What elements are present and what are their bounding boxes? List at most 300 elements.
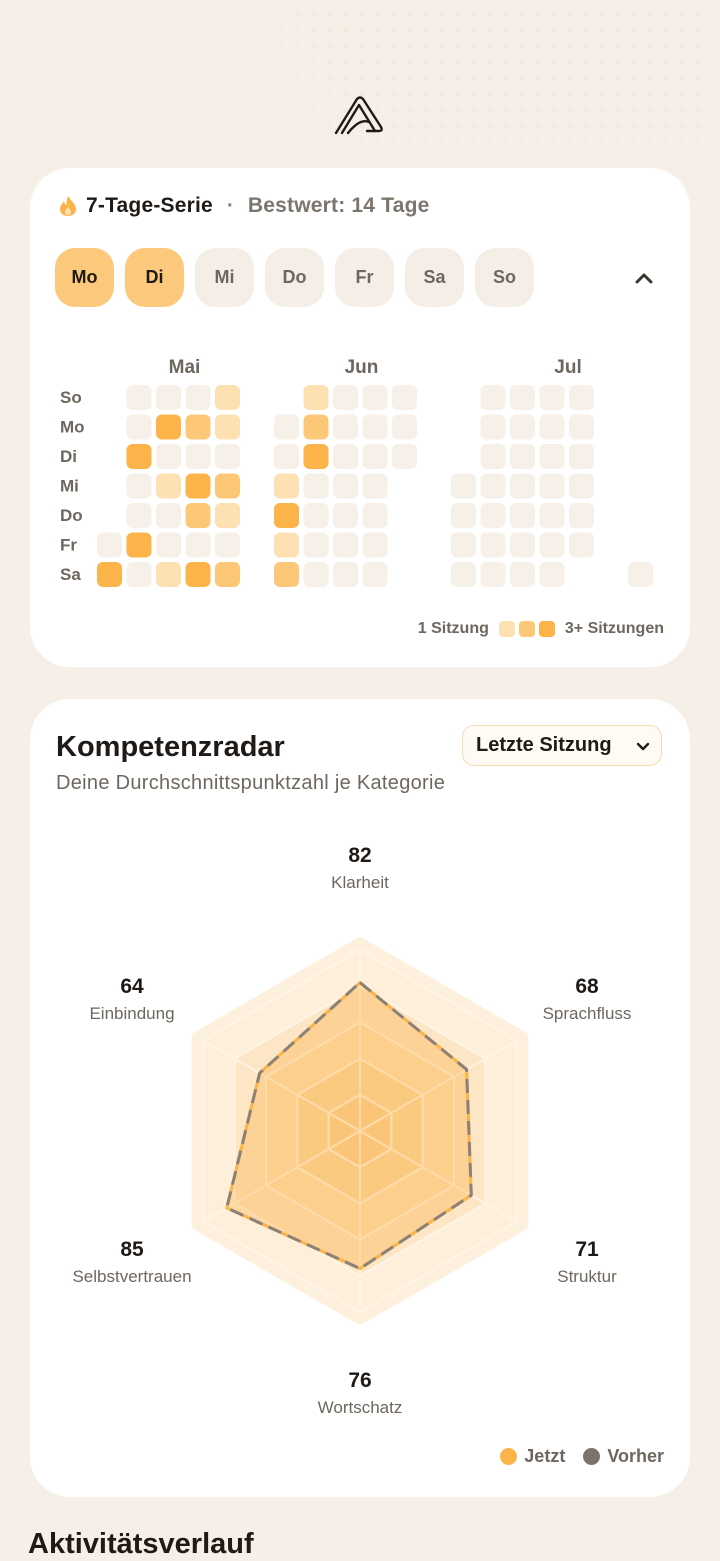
bg-dot [424, 44, 429, 49]
bg-dot [552, 140, 557, 145]
bg-dot [584, 140, 589, 145]
bg-dot [424, 60, 429, 65]
heatmap-cell [510, 562, 535, 587]
bg-dot [648, 92, 653, 97]
bg-dot [360, 44, 365, 49]
heatmap-cell [363, 533, 388, 558]
streak-title: 7-Tage-Serie [86, 194, 213, 217]
bg-dot [664, 140, 669, 145]
bg-dot [440, 92, 445, 97]
bg-dot [408, 108, 413, 113]
bg-dot [344, 156, 349, 161]
heatmap-cell [215, 562, 240, 587]
bg-dot [360, 140, 365, 145]
bg-dot [328, 28, 333, 33]
bg-dot [280, 124, 285, 129]
bg-dot [424, 76, 429, 81]
bg-dot [424, 108, 429, 113]
bg-dot [424, 156, 429, 161]
bg-dot [488, 76, 493, 81]
bg-dot [408, 60, 413, 65]
heatmap-cell [156, 385, 181, 410]
bg-dot [296, 92, 301, 97]
heatmap-cell [333, 533, 358, 558]
range-select[interactable] [462, 725, 662, 766]
bg-dot [312, 44, 317, 49]
legend-before-dot [583, 1448, 600, 1465]
heatmap-cell [451, 562, 476, 587]
heatmap-cell [510, 533, 535, 558]
bg-dot [328, 124, 333, 129]
heatmap-cell [481, 385, 506, 410]
bg-dot [280, 12, 285, 17]
bg-dot [440, 156, 445, 161]
bg-dot [536, 76, 541, 81]
bg-dot [696, 140, 701, 145]
bg-dot [472, 76, 477, 81]
bg-dot [504, 44, 509, 49]
bg-dot [504, 124, 509, 129]
heatmap-cell [156, 533, 181, 558]
bg-dot [424, 28, 429, 33]
bg-dot [504, 156, 509, 161]
bg-dot [264, 108, 269, 113]
bg-dot [568, 108, 573, 113]
heatmap-cell [363, 415, 388, 440]
bg-dot [424, 124, 429, 129]
bg-dot [616, 92, 621, 97]
bg-dot [392, 140, 397, 145]
bg-dot [392, 28, 397, 33]
bg-dot [280, 140, 285, 145]
bg-dot [616, 140, 621, 145]
bg-dot [680, 92, 685, 97]
bg-dot [488, 44, 493, 49]
bg-dot [312, 76, 317, 81]
bg-dot [296, 140, 301, 145]
heatmap-row-label: Do [60, 506, 83, 525]
bg-dot [568, 12, 573, 17]
heatmap-cell [333, 415, 358, 440]
heatmap-cell [569, 415, 594, 440]
bg-dot [648, 28, 653, 33]
day-di[interactable]: Di [125, 248, 184, 307]
bg-dot [664, 156, 669, 161]
bg-dot [664, 92, 669, 97]
bg-dot [648, 12, 653, 17]
bg-dot [344, 44, 349, 49]
bg-dot [280, 92, 285, 97]
bg-dot [280, 108, 285, 113]
bg-dot [680, 60, 685, 65]
bg-dot [440, 76, 445, 81]
bg-dot [456, 12, 461, 17]
bg-dot [616, 12, 621, 17]
heatmap-cell [481, 444, 506, 469]
heatmap-cell [186, 444, 211, 469]
bg-dot [600, 124, 605, 129]
heatmap-cell [186, 385, 211, 410]
heatmap-cell [127, 503, 152, 528]
bg-dot [664, 76, 669, 81]
legend-now-label: Jetzt [524, 1446, 566, 1466]
heatmap-cell [215, 503, 240, 528]
heatmap-cell [274, 474, 299, 499]
bg-dot [600, 76, 605, 81]
bg-dot [504, 108, 509, 113]
bg-dot [472, 44, 477, 49]
bg-dot [696, 12, 701, 17]
day-mo[interactable]: Mo [55, 248, 114, 307]
heatmap-cell [127, 385, 152, 410]
bg-dot [664, 108, 669, 113]
bg-dot [344, 60, 349, 65]
heatmap-row-label: Fr [60, 535, 77, 555]
bg-dot [488, 60, 493, 65]
heatmap-cell [186, 415, 211, 440]
bg-dot [568, 44, 573, 49]
bg-dot [520, 156, 525, 161]
bg-dot [488, 140, 493, 145]
bg-dot [472, 140, 477, 145]
flame-icon [58, 195, 78, 217]
bg-dot [680, 156, 685, 161]
weekday-selector [55, 248, 545, 307]
radar-label-klarheit: Klarheit [331, 873, 389, 892]
day-fr[interactable]: Fr [335, 248, 394, 307]
bg-dot [472, 156, 477, 161]
heatmap-cell [451, 474, 476, 499]
bg-dot [360, 28, 365, 33]
chevron-up-icon[interactable] [632, 266, 656, 290]
radar-value-wortschatz: 76 [348, 1369, 372, 1392]
bg-dot [600, 28, 605, 33]
bg-dot [456, 156, 461, 161]
bg-dot [536, 108, 541, 113]
day-do[interactable]: Do [265, 248, 324, 307]
app-logo [334, 96, 386, 136]
heatmap-cell [540, 474, 565, 499]
bg-dot [456, 108, 461, 113]
bg-dot [312, 28, 317, 33]
bg-dot [536, 156, 541, 161]
bg-dot [488, 156, 493, 161]
bg-dot [280, 44, 285, 49]
bg-dot [456, 28, 461, 33]
bg-dot [504, 76, 509, 81]
bg-dot [600, 44, 605, 49]
bg-dot [296, 60, 301, 65]
bg-dot [696, 28, 701, 33]
bg-dot [552, 124, 557, 129]
bg-dot [456, 140, 461, 145]
bg-dot [328, 12, 333, 17]
bg-dot [472, 60, 477, 65]
bg-dot [680, 12, 685, 17]
bg-dot [664, 124, 669, 129]
heatmap-cell [333, 385, 358, 410]
bg-dot [360, 12, 365, 17]
heatmap-cell [97, 562, 122, 587]
bg-dot [536, 92, 541, 97]
bg-dot [392, 44, 397, 49]
legend-before-label: Vorher [607, 1446, 664, 1466]
bg-dot [440, 124, 445, 129]
heatmap-month-label: Jun [344, 357, 379, 378]
heatmap-cell [127, 415, 152, 440]
bg-dot [520, 28, 525, 33]
bg-dot [664, 44, 669, 49]
bg-dot [488, 12, 493, 17]
bg-dot [488, 92, 493, 97]
heatmap-cell [628, 562, 653, 587]
bg-dot [264, 28, 269, 33]
bg-dot [280, 28, 285, 33]
bg-dot [600, 140, 605, 145]
bg-dot [600, 12, 605, 17]
bg-dot [408, 28, 413, 33]
streak-header [58, 194, 429, 218]
bg-dot [696, 60, 701, 65]
heatmap-cell [569, 444, 594, 469]
heatmap-cell [274, 503, 299, 528]
bg-dot [584, 76, 589, 81]
heatmap-row-label: Sa [60, 565, 81, 584]
bg-dot [296, 156, 301, 161]
bg-dot [440, 12, 445, 17]
bg-dot [296, 44, 301, 49]
heatmap-cell [274, 533, 299, 558]
bg-dot [552, 76, 557, 81]
bg-dot [424, 12, 429, 17]
radar-value-klarheit: 82 [348, 844, 372, 867]
bg-dot [568, 60, 573, 65]
heatmap-cell [481, 533, 506, 558]
bg-dot [392, 108, 397, 113]
bg-dot [520, 124, 525, 129]
bg-dot [504, 140, 509, 145]
bg-dot [440, 60, 445, 65]
bg-dot [344, 12, 349, 17]
bg-dot [696, 76, 701, 81]
heatmap-cell [127, 562, 152, 587]
bg-dot [264, 12, 269, 17]
bg-dot [520, 44, 525, 49]
bg-dot [264, 124, 269, 129]
bg-dot [536, 140, 541, 145]
bg-dot [280, 60, 285, 65]
radar-label-wortschatz: Wortschatz [317, 1398, 403, 1417]
range-select-value: Letzte Sitzung [476, 734, 612, 756]
heatmap-cell [540, 385, 565, 410]
bg-dot [648, 124, 653, 129]
heatmap-cell [392, 415, 417, 440]
heatmap-cell [510, 503, 535, 528]
activity-section-title: Aktivitätsverlauf [28, 1528, 254, 1560]
bg-dot [312, 108, 317, 113]
heatmap-cell [333, 444, 358, 469]
bg-dot [520, 92, 525, 97]
bg-dot [696, 92, 701, 97]
radar-subtitle: Deine Durchschnittspunktzahl je Kategorie [56, 772, 446, 794]
bg-dot [648, 60, 653, 65]
bg-dot [520, 60, 525, 65]
bg-dot [600, 156, 605, 161]
bg-dot [248, 12, 253, 17]
bg-dot [680, 28, 685, 33]
heatmap-cell [186, 533, 211, 558]
bg-dot [488, 124, 493, 129]
bg-dot [520, 108, 525, 113]
bg-dot [264, 60, 269, 65]
heatmap-cell [127, 474, 152, 499]
heatmap-cell [274, 444, 299, 469]
heatmap-cell [304, 474, 329, 499]
heatmap-cell [363, 562, 388, 587]
heatmap-cell [186, 503, 211, 528]
heatmap-cell [333, 562, 358, 587]
streak-card [30, 168, 690, 667]
bg-dot [472, 124, 477, 129]
bg-dot [616, 44, 621, 49]
bg-dot [472, 108, 477, 113]
heatmap-cell [186, 474, 211, 499]
bg-dot [616, 60, 621, 65]
bg-dot [456, 44, 461, 49]
heatmap-cell [481, 503, 506, 528]
bg-dot [568, 76, 573, 81]
bg-dot [248, 28, 253, 33]
legend-swatch-high [539, 621, 555, 637]
radar-label-struktur: Struktur [557, 1267, 617, 1286]
heatmap-cell [540, 562, 565, 587]
bg-dot [376, 156, 381, 161]
radar-label-sprachfluss: Sprachfluss [542, 1004, 632, 1023]
heatmap-cell [540, 533, 565, 558]
heatmap-cell [274, 415, 299, 440]
day-sa[interactable]: Sa [405, 248, 464, 307]
bg-dot [408, 12, 413, 17]
heatmap-cell [392, 385, 417, 410]
bg-dot [584, 108, 589, 113]
bg-dot [456, 60, 461, 65]
bg-dot [568, 124, 573, 129]
radar-value-einbindung: 64 [120, 975, 144, 998]
bg-dot [552, 156, 557, 161]
bg-dot [408, 124, 413, 129]
radar-card [30, 699, 690, 1497]
legend-max-label: 3+ Sitzungen [564, 620, 664, 637]
heatmap-cell [569, 385, 594, 410]
bg-dot [632, 156, 637, 161]
bg-dot [584, 44, 589, 49]
bg-dot [504, 92, 509, 97]
bg-dot [520, 12, 525, 17]
bg-dot [696, 124, 701, 129]
bg-dot [616, 76, 621, 81]
bg-dot [568, 28, 573, 33]
legend-now-dot [500, 1448, 517, 1465]
bg-dot [408, 76, 413, 81]
heatmap-cell [215, 444, 240, 469]
bg-dot [296, 108, 301, 113]
heatmap-cell [481, 415, 506, 440]
bg-dot [376, 28, 381, 33]
bg-dot [680, 44, 685, 49]
bg-dot [312, 12, 317, 17]
legend-swatch-mid [519, 621, 535, 637]
bg-dot [376, 12, 381, 17]
day-so[interactable]: So [475, 248, 534, 307]
heatmap-row-label: Mo [60, 417, 85, 437]
bg-dot [632, 28, 637, 33]
heatmap-cell [97, 533, 122, 558]
heatmap-legend [418, 620, 664, 638]
bg-dot [328, 44, 333, 49]
heatmap-cell [540, 503, 565, 528]
bg-dot [600, 108, 605, 113]
bg-dot [504, 12, 509, 17]
bg-dot [360, 60, 365, 65]
bg-dot [504, 28, 509, 33]
heatmap-cell [304, 444, 329, 469]
bg-dot [664, 60, 669, 65]
bg-dot [552, 60, 557, 65]
bg-dot [584, 12, 589, 17]
bg-dot [552, 108, 557, 113]
bg-dot [456, 76, 461, 81]
bg-dot [616, 28, 621, 33]
bg-dot [248, 60, 253, 65]
bg-dot [632, 108, 637, 113]
heatmap-cell [363, 503, 388, 528]
day-mi[interactable]: Mi [195, 248, 254, 307]
bg-dot [264, 76, 269, 81]
heatmap-cell [215, 533, 240, 558]
bg-dot [264, 140, 269, 145]
bg-dot [504, 60, 509, 65]
radar-value-sprachfluss: 68 [575, 975, 599, 998]
bg-dot [392, 124, 397, 129]
bg-dot [248, 44, 253, 49]
bg-dot [632, 140, 637, 145]
bg-dot [680, 76, 685, 81]
heatmap-row-label: Di [60, 447, 77, 466]
bg-dot [536, 60, 541, 65]
bg-dot [696, 108, 701, 113]
bg-dot [296, 76, 301, 81]
bg-dot [440, 44, 445, 49]
heatmap-month-label: Jul [554, 357, 582, 378]
bg-dot [328, 156, 333, 161]
bg-dot [376, 44, 381, 49]
bg-dot [696, 44, 701, 49]
bg-dot [392, 60, 397, 65]
bg-dot [440, 28, 445, 33]
heatmap-cell [569, 533, 594, 558]
bg-dot [296, 124, 301, 129]
heatmap-cell [363, 474, 388, 499]
bg-dot [648, 76, 653, 81]
separator-dot: · [226, 194, 234, 217]
bg-dot [328, 60, 333, 65]
bg-dot [648, 156, 653, 161]
radar-value-selbstvertrauen: 85 [120, 1238, 144, 1261]
bg-dot [312, 92, 317, 97]
bg-dot [696, 156, 701, 161]
bg-dot [296, 12, 301, 17]
bg-dot [680, 108, 685, 113]
